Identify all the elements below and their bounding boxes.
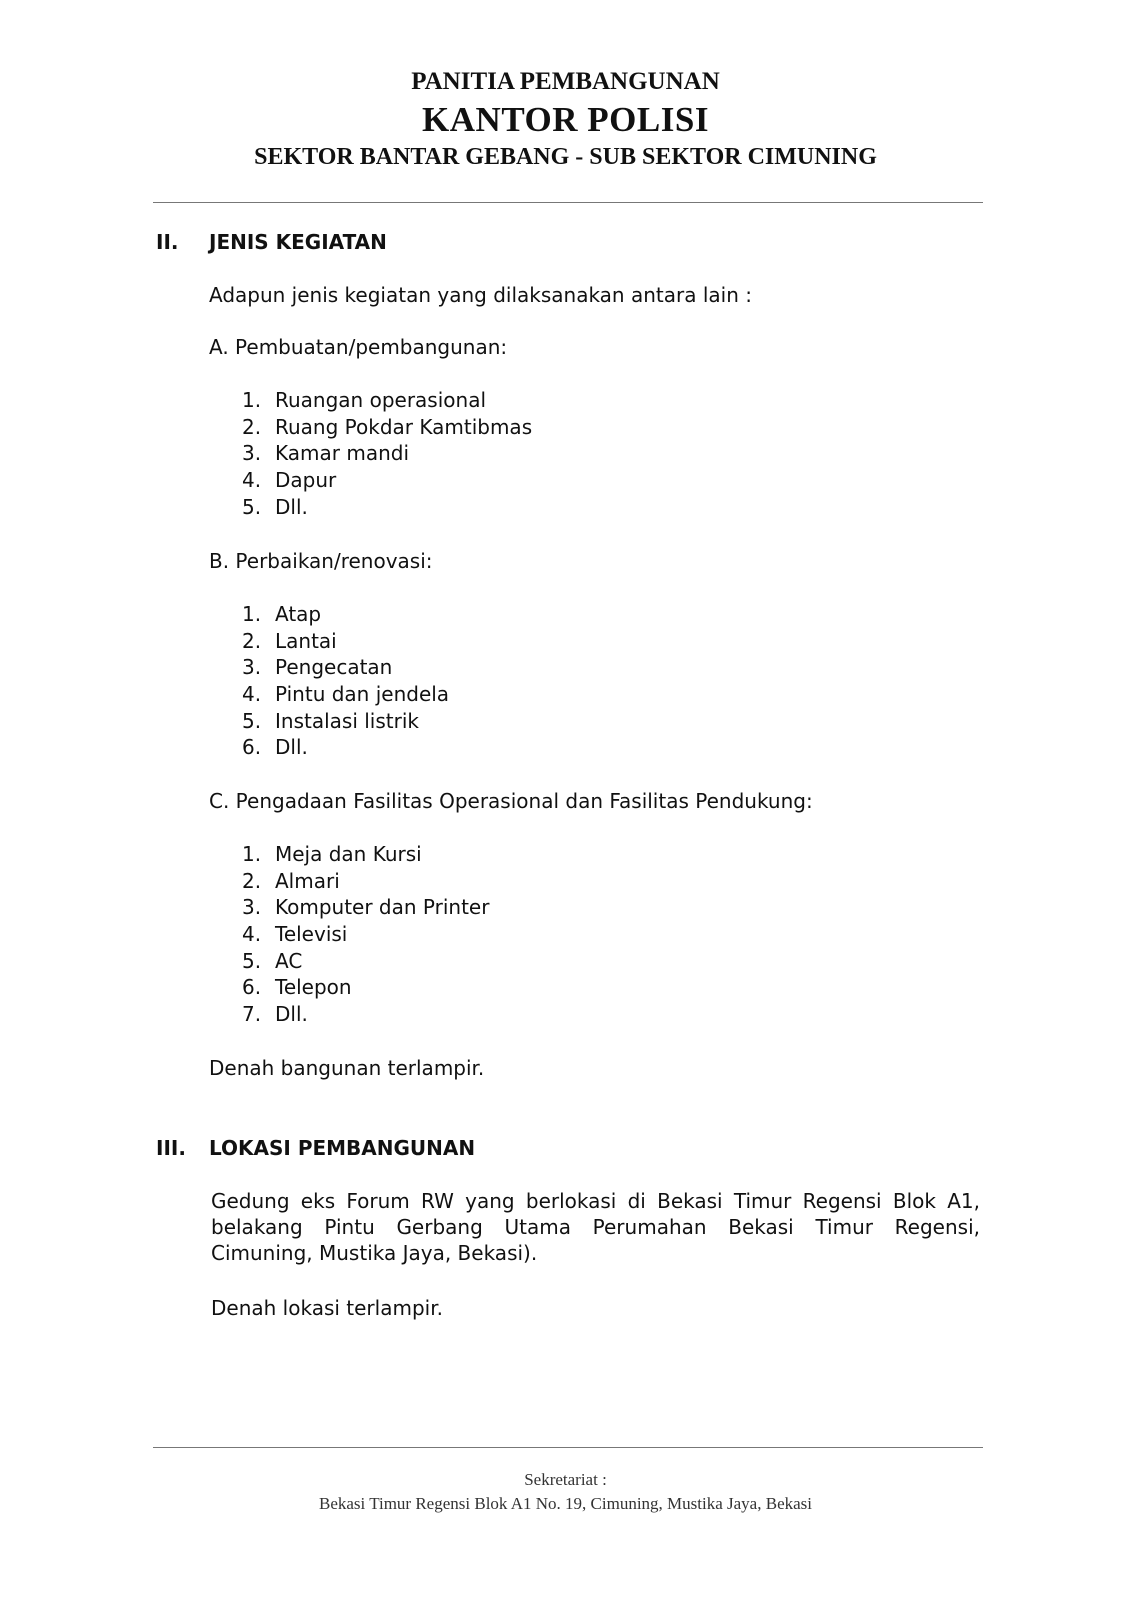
section-2-title: JENIS KEGIATAN bbox=[209, 230, 387, 254]
header-title: KANTOR POLISI bbox=[422, 100, 709, 139]
list-item: 5. Dll. bbox=[242, 494, 308, 519]
list-item: 3. Kamar mandi bbox=[242, 441, 410, 466]
list-item: 3. Pengecatan bbox=[242, 655, 393, 680]
group-b-list bbox=[242, 601, 449, 761]
list-item: 5. AC bbox=[242, 948, 303, 973]
footer-address: Bekasi Timur Regensi Blok A1 No. 19, Cimuning, Mustika Jaya, Bekasi bbox=[318, 1494, 812, 1513]
list-item: 6. Dll. bbox=[242, 735, 308, 760]
header-subtitle: SEKTOR BANTAR GEBANG - SUB SEKTOR CIMUNING bbox=[254, 144, 877, 170]
list-item: 1. Ruangan operasional bbox=[242, 388, 487, 412]
section-3-title: LOKASI PEMBANGUNAN bbox=[209, 1136, 476, 1160]
list-item: 1. Atap bbox=[242, 602, 322, 626]
list-item: 3. Komputer dan Printer bbox=[242, 895, 490, 920]
section-3-paragraph: Gedung eks Forum RW yang berlokasi di Bekasi Timur Regensi Blok A1, belakang Pintu Gerbang Utama Perumahan Bekasi Timur Regensi, Cimuning, Mustika Jaya, Bekasi). bbox=[211, 1189, 980, 1265]
list-item: 2. Almari bbox=[242, 868, 340, 893]
list-item: 1. Meja dan Kursi bbox=[242, 842, 422, 866]
group-c-title: C. Pengadaan Fasilitas Operasional dan Fasilitas Pendukung: bbox=[209, 789, 813, 813]
group-c-list bbox=[242, 841, 489, 1028]
list-item: 4. Dapur bbox=[242, 468, 337, 493]
header-divider bbox=[153, 202, 983, 203]
group-a-list bbox=[242, 387, 532, 520]
section-2-intro: Adapun jenis kegiatan yang dilaksanakan antara lain : bbox=[209, 283, 752, 307]
footer-divider bbox=[153, 1447, 983, 1448]
header-committee: PANITIA PEMBANGUNAN bbox=[411, 68, 720, 95]
section-2-note: Denah bangunan terlampir. bbox=[209, 1056, 485, 1080]
section-2-number: II. bbox=[156, 230, 179, 254]
section-3-number: III. bbox=[156, 1136, 186, 1160]
footer-label: Sekretariat : bbox=[524, 1470, 607, 1489]
list-item: 7. Dll. bbox=[242, 1002, 308, 1027]
list-item: 2. Ruang Pokdar Kamtibmas bbox=[242, 414, 533, 439]
list-item: 5. Instalasi listrik bbox=[242, 708, 419, 733]
list-item: 4. Televisi bbox=[242, 922, 348, 947]
list-item: 4. Pintu dan jendela bbox=[242, 682, 450, 707]
list-item: 2. Lantai bbox=[242, 628, 337, 653]
group-a-title: A. Pembuatan/pembangunan: bbox=[209, 335, 508, 359]
section-3-note: Denah lokasi terlampir. bbox=[211, 1296, 443, 1320]
group-b-title: B. Perbaikan/renovasi: bbox=[209, 549, 433, 573]
list-item: 6. Telepon bbox=[242, 975, 352, 1000]
